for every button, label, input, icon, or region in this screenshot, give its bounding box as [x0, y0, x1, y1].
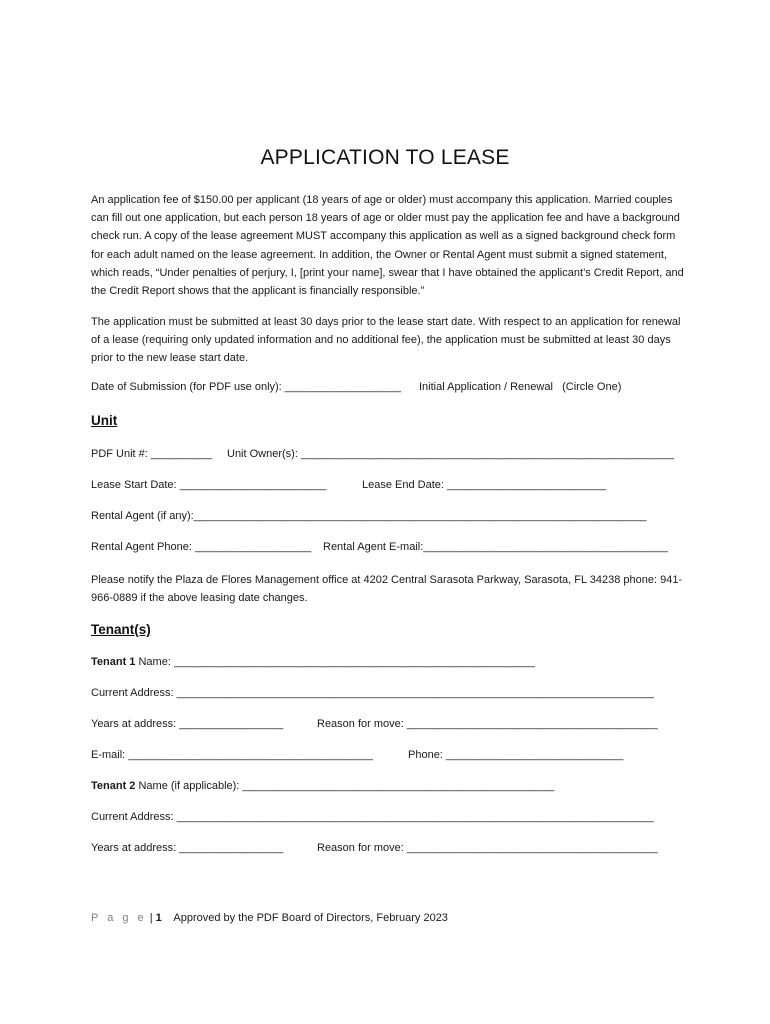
lease-end-label: Lease End Date: [362, 479, 448, 491]
footer-separator: | [146, 912, 156, 924]
submission-deadline-paragraph: The application must be submitted at least 30 days prior to the lease start date. With respect to an application for renewal of a lease (requiring only updated information and no additional fee), the application must be submitted at least 30 days prior to the new lease start date. [91, 316, 681, 365]
tenant2-name-field[interactable]: ___________________________________________________ [242, 780, 555, 792]
tenant2-name-label: Name (if applicable): [135, 780, 243, 792]
tenant1-name-field[interactable]: ___________________________________________________________ [173, 656, 535, 668]
rental-agent-email-label: Rental Agent E-mail: [323, 541, 424, 553]
tenant1-label: Tenant 1 [91, 656, 136, 668]
tenant2-address-label: Current Address: [91, 811, 177, 823]
tenant2-name-row [91, 780, 554, 792]
tenant2-reason-row [317, 842, 658, 854]
tenant1-reason-label: Reason for move: [317, 718, 407, 730]
tenant1-email-field[interactable]: ________________________________________ [128, 749, 373, 761]
rental-agent-field[interactable]: __________________________________________________________________________ [193, 510, 647, 522]
rental-agent-phone-row [91, 541, 311, 553]
tenant1-email-label: E-mail: [91, 749, 129, 761]
tenant1-address-label: Current Address: [91, 687, 177, 699]
page-title: APPLICATION TO LEASE [260, 146, 510, 169]
tenant1-phone-field[interactable]: _____________________________ [445, 749, 624, 761]
lease-start-row [91, 479, 327, 491]
tenant2-address-field[interactable]: ______________________________________________________________________________ [176, 811, 654, 823]
unit-section-heading: Unit [91, 413, 118, 428]
unit-owner-row [227, 448, 674, 460]
date-of-submission-row [91, 381, 401, 393]
tenant1-years-row [91, 718, 283, 730]
tenant1-reason-row [317, 718, 658, 730]
tenant1-reason-field[interactable]: _________________________________________ [406, 718, 658, 730]
tenant1-years-field[interactable]: _________________ [179, 718, 284, 730]
footer-approval-text: Approved by the PDF Board of Directors, February 2023 [173, 912, 448, 924]
unit-owner-field[interactable]: _____________________________________________________________ [300, 448, 675, 460]
tenant2-years-field[interactable]: _________________ [179, 842, 284, 854]
tenant2-years-row [91, 842, 283, 854]
pdf-unit-field[interactable]: __________ [150, 448, 213, 460]
rental-agent-row [91, 510, 646, 522]
application-fee-paragraph: An application fee of $150.00 per applicant (18 years of age or older) must accompany this application. Married couples can fill out one application, but each person 18 years of age or older must pay the application fee and have a background check run. A copy of the lease agreement MUST accompany this application as well as a signed background check form for each adult named on the lease agreement. In addition, the Owner or Rental Agent must submit a signed statement, which reads, “Under penalties of perjury, I, [print your name], swear that I have obtained the applicant’s Credit Report, and the Credit Report shows that the applicant is financially responsible.” [91, 194, 684, 298]
tenants-section-heading: Tenant(s) [91, 622, 151, 637]
unit-owner-label: Unit Owner(s): [227, 448, 301, 460]
date-of-submission-field[interactable]: ___________________ [284, 381, 402, 393]
lease-end-row [362, 479, 606, 491]
circle-one-note: (Circle One) [562, 381, 622, 393]
tenant1-phone-label: Phone: [408, 749, 446, 761]
application-type-choice-row [419, 381, 621, 393]
lease-start-label: Lease Start Date: [91, 479, 180, 491]
tenant1-phone-row [408, 749, 623, 761]
rental-agent-phone-field[interactable]: ___________________ [194, 541, 312, 553]
tenant2-reason-field[interactable]: _________________________________________ [406, 842, 658, 854]
rental-agent-phone-label: Rental Agent Phone: [91, 541, 195, 553]
footer-page-word: P a g e [91, 912, 147, 924]
lease-start-field[interactable]: ________________________ [179, 479, 327, 491]
rental-agent-email-field[interactable]: ________________________________________ [423, 541, 668, 553]
tenant1-years-label: Years at address: [91, 718, 180, 730]
pdf-unit-row [91, 448, 212, 460]
tenant2-years-label: Years at address: [91, 842, 180, 854]
tenant1-name-row [91, 656, 535, 668]
rental-agent-email-row [323, 541, 668, 553]
management-notice-paragraph: Please notify the Plaza de Flores Management office at 4202 Central Sarasota Parkway, Sarasota, FL 34238 phone: 941-966-0889 if the above leasing date changes. [91, 574, 683, 605]
rental-agent-label: Rental Agent (if any): [91, 510, 194, 522]
application-type-choice[interactable]: Initial Application / Renewal [419, 381, 553, 393]
tenant2-address-row [91, 811, 654, 823]
footer-page-number: 1 [155, 912, 162, 924]
tenant1-address-field[interactable]: ______________________________________________________________________________ [176, 687, 654, 699]
tenant1-address-row [91, 687, 654, 699]
tenant1-name-label: Name: [135, 656, 174, 668]
tenant1-email-row [91, 749, 373, 761]
pdf-unit-label: PDF Unit #: [91, 448, 151, 460]
date-of-submission-label: Date of Submission (for PDF use only): [91, 381, 285, 393]
tenant2-label: Tenant 2 [91, 780, 136, 792]
lease-end-field[interactable]: __________________________ [447, 479, 607, 491]
page-footer [91, 912, 448, 924]
tenant2-reason-label: Reason for move: [317, 842, 407, 854]
